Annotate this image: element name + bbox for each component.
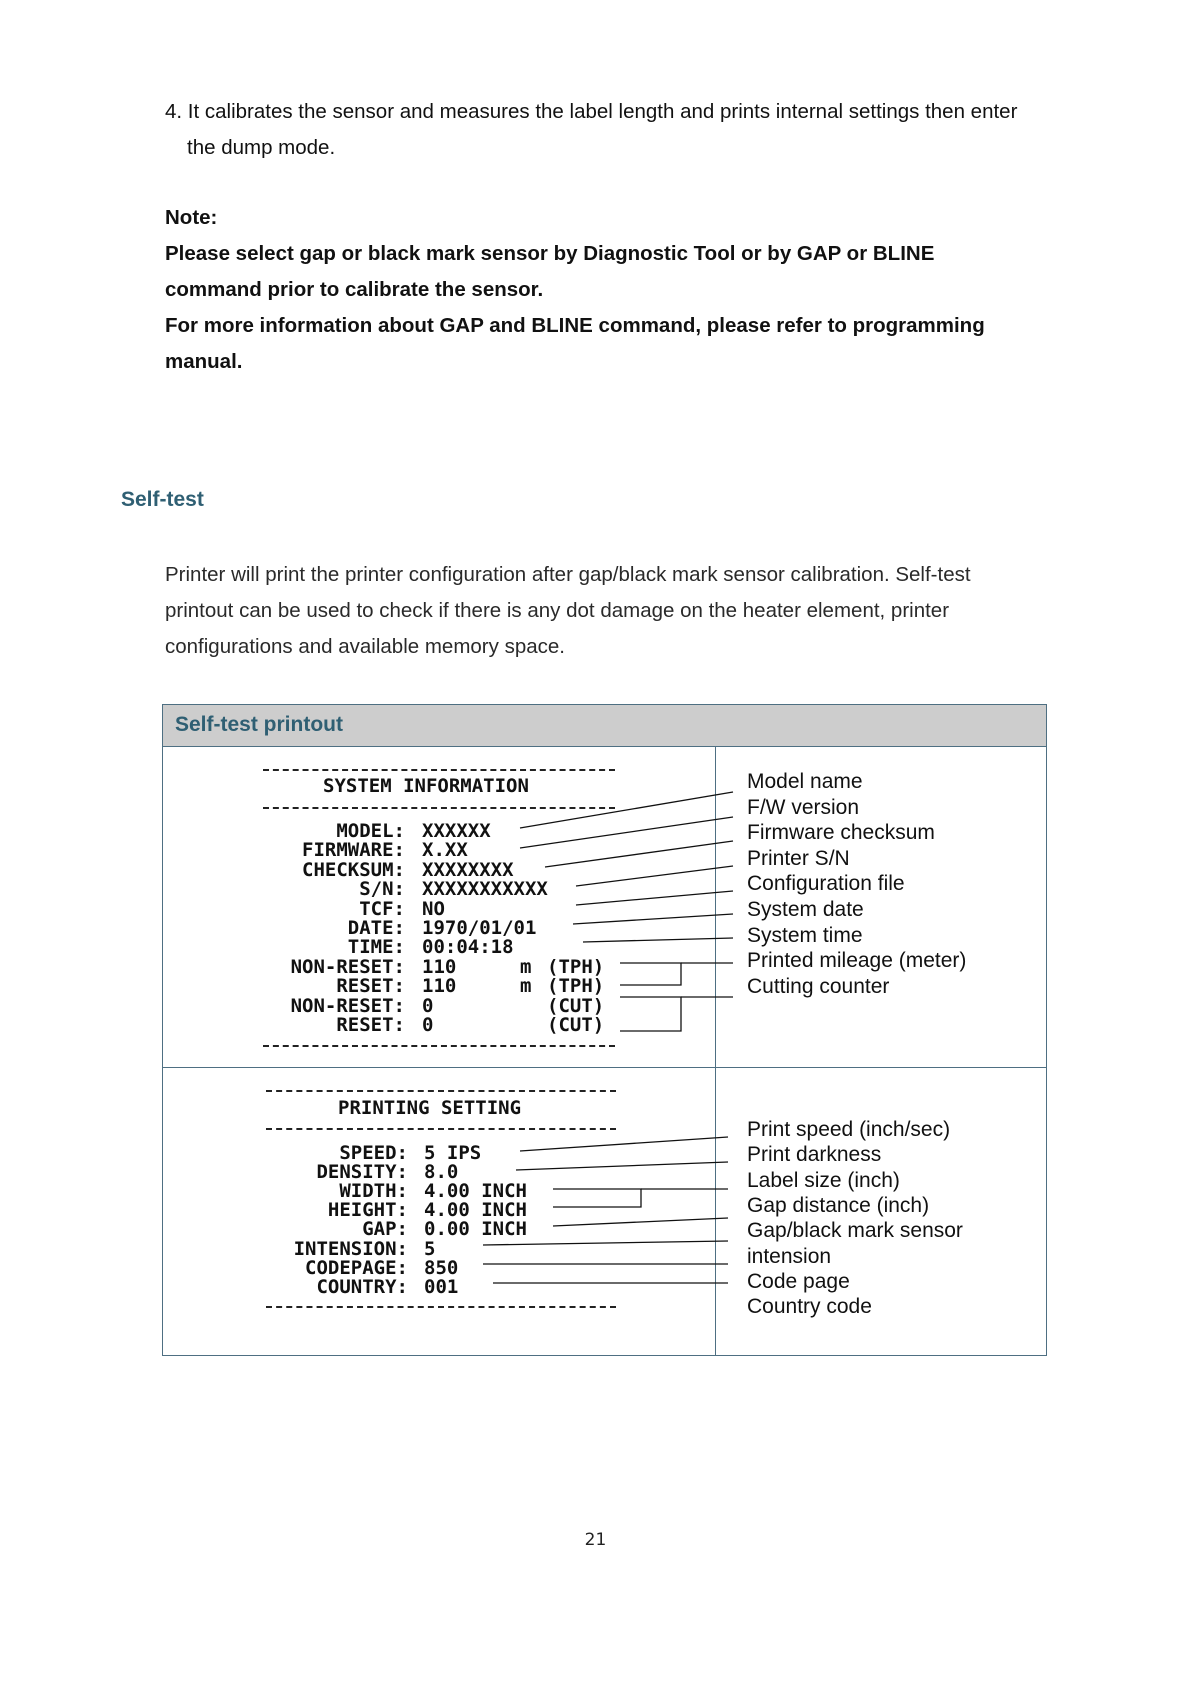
para-line3: configurations and available memory space. bbox=[165, 635, 565, 658]
step-4 bbox=[165, 94, 1095, 166]
system-row-label: MODEL: bbox=[336, 820, 405, 842]
system-description: Printer S/N bbox=[747, 846, 850, 870]
system-row-label: CHECKSUM: bbox=[302, 858, 405, 881]
note-line1: Please select gap or black mark sensor by Diagnostic Tool or by GAP or BLINE bbox=[165, 242, 935, 265]
leader-lines bbox=[163, 705, 1048, 1357]
note-title: Note: bbox=[165, 206, 218, 229]
printing-row-label: COUNTRY: bbox=[316, 1275, 408, 1298]
system-row-label: TIME: bbox=[347, 936, 405, 959]
system-row-value: 110 bbox=[422, 975, 457, 998]
system-row-label: NON-RESET: bbox=[290, 955, 405, 978]
printing-row-label: INTENSION: bbox=[293, 1237, 408, 1260]
note-line4: manual. bbox=[165, 350, 243, 373]
system-description: F/W version bbox=[747, 795, 860, 819]
system-row-tag: (CUT) bbox=[547, 1014, 605, 1036]
leader-line bbox=[553, 1189, 641, 1207]
system-info-title: SYSTEM INFORMATION bbox=[323, 775, 529, 797]
system-row-value: NO bbox=[422, 897, 445, 920]
system-row-label: DATE: bbox=[347, 917, 405, 939]
printing-description: Print speed (inch/sec) bbox=[747, 1118, 951, 1141]
printing-row-label: SPEED: bbox=[339, 1142, 408, 1164]
printing-row-value: 5 bbox=[424, 1237, 436, 1260]
system-row-value: XXXXXX bbox=[422, 820, 491, 842]
leader-line bbox=[553, 1218, 728, 1226]
printing-description: Print darkness bbox=[747, 1143, 882, 1167]
leader-line bbox=[545, 841, 733, 867]
step-4-line2: the dump mode. bbox=[187, 136, 336, 159]
printing-setting-title: PRINTING SETTING bbox=[338, 1097, 522, 1119]
leader-line bbox=[576, 866, 733, 886]
system-description: Model name bbox=[747, 770, 863, 793]
section-paragraph bbox=[165, 557, 1065, 665]
leader-line bbox=[520, 817, 733, 848]
system-row-label: RESET: bbox=[336, 975, 405, 998]
system-description: Configuration file bbox=[747, 872, 905, 896]
step-4-line1: 4. It calibrates the sensor and measures the label length and prints internal settings then enter bbox=[165, 100, 1018, 123]
printing-row-value: 5 IPS bbox=[424, 1142, 482, 1164]
system-row-value: 0 bbox=[422, 1014, 434, 1036]
system-row-label: NON-RESET: bbox=[290, 994, 405, 1017]
system-row-value: XXXXXXXXXXX bbox=[422, 878, 548, 901]
table-header-title: Self-test printout bbox=[175, 713, 343, 736]
system-row-tag: (TPH) bbox=[547, 975, 605, 998]
system-row-value: 00:04:18 bbox=[422, 936, 514, 959]
system-row-unit: m bbox=[520, 955, 532, 978]
printing-row-value: 4.00 INCH bbox=[424, 1199, 527, 1222]
system-row-label: TCF: bbox=[359, 897, 405, 920]
leader-line bbox=[573, 914, 733, 924]
system-row-label: RESET: bbox=[336, 1014, 405, 1036]
printing-description: Gap distance (inch) bbox=[747, 1193, 930, 1217]
note-block bbox=[165, 200, 1095, 380]
printing-row-value: 0.00 INCH bbox=[424, 1218, 527, 1241]
leader-line bbox=[583, 938, 733, 942]
system-row-tag: (TPH) bbox=[547, 955, 605, 978]
leader-line bbox=[620, 963, 681, 985]
page-number: 21 bbox=[584, 1530, 607, 1550]
system-row-value: X.XX bbox=[422, 839, 468, 862]
printing-description: Gap/black mark sensor bbox=[747, 1219, 963, 1243]
printing-row-value: 850 bbox=[424, 1256, 459, 1279]
printing-row-value: 001 bbox=[424, 1275, 459, 1298]
system-row-tag: (CUT) bbox=[547, 994, 605, 1017]
self-test-table bbox=[162, 704, 1047, 1356]
para-line2: printout can be used to check if there is any dot damage on the heater element, printer bbox=[165, 599, 950, 622]
system-description: Firmware checksum bbox=[747, 821, 935, 845]
system-row-value: 1970/01/01 bbox=[422, 917, 537, 939]
leader-line bbox=[483, 1241, 728, 1245]
printing-row-label: GAP: bbox=[362, 1218, 408, 1241]
printing-row-value: 4.00 INCH bbox=[424, 1180, 527, 1203]
system-description: System date bbox=[747, 898, 864, 921]
leader-line bbox=[576, 891, 733, 905]
leader-line bbox=[516, 1162, 728, 1170]
note-line3: For more information about GAP and BLINE command, please refer to programming bbox=[165, 314, 985, 337]
printing-description: Code page bbox=[747, 1269, 850, 1293]
leader-line bbox=[520, 792, 733, 828]
leader-line bbox=[520, 1137, 728, 1151]
system-row-value: 110 bbox=[422, 955, 457, 978]
printing-description: Country code bbox=[747, 1295, 872, 1319]
system-description: Cutting counter bbox=[747, 974, 890, 998]
printing-row-label: HEIGHT: bbox=[327, 1199, 408, 1222]
system-row-value: 0 bbox=[422, 994, 434, 1017]
system-description: Printed mileage (meter) bbox=[747, 949, 967, 973]
printing-description: Label size (inch) bbox=[747, 1168, 900, 1192]
printing-row-label: DENSITY: bbox=[316, 1161, 408, 1184]
leader-line bbox=[620, 997, 681, 1031]
printing-description: intension bbox=[747, 1244, 832, 1268]
printing-row-value: 8.0 bbox=[424, 1161, 459, 1184]
system-row-unit: m bbox=[520, 975, 532, 998]
section-heading: Self-test bbox=[121, 488, 204, 511]
system-row-value: XXXXXXXX bbox=[422, 858, 514, 881]
system-description: System time bbox=[747, 923, 863, 947]
printing-row-label: CODEPAGE: bbox=[305, 1256, 408, 1279]
para-line1: Printer will print the printer configuration after gap/black mark sensor calibration. Self-test bbox=[165, 563, 971, 586]
system-row-label: FIRMWARE: bbox=[302, 839, 405, 862]
note-line2: command prior to calibrate the sensor. bbox=[165, 278, 544, 301]
printing-row-label: WIDTH: bbox=[339, 1180, 408, 1203]
system-row-label: S/N: bbox=[359, 878, 405, 901]
